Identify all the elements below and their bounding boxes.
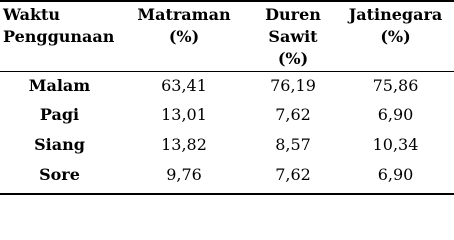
row-label-malam: Malam	[28, 76, 91, 95]
header-duren-line2: Sawit	[268, 27, 318, 46]
cell-pagi-matraman: 13,01	[161, 105, 207, 124]
header-jatinegara-line1: Jatinegara	[348, 5, 443, 24]
header-jatinegara-line2: (%)	[380, 27, 411, 46]
cell-siang-duren-sawit: 8,57	[275, 135, 311, 154]
header-waktu-line2: Penggunaan	[3, 27, 115, 46]
cell-siang-jatinegara: 10,34	[372, 135, 419, 154]
cell-malam-matraman: 63,41	[161, 76, 207, 95]
cell-siang-matraman: 13,82	[161, 135, 207, 154]
cell-malam-jatinegara: 75,86	[372, 76, 419, 95]
header-matraman-line1: Matraman	[137, 5, 231, 24]
row-label-siang: Siang	[34, 135, 85, 154]
table-header-rule	[0, 71, 454, 72]
row-label-sore: Sore	[39, 165, 80, 184]
cell-sore-jatinegara: 6,90	[377, 165, 414, 184]
header-duren-line3: (%)	[277, 49, 309, 68]
cell-malam-duren-sawit: 76,19	[270, 76, 316, 95]
table-bottom-rule	[0, 193, 454, 195]
cell-sore-matraman: 9,76	[166, 165, 202, 184]
header-matraman-line2: (%)	[168, 27, 200, 46]
cell-pagi-jatinegara: 6,90	[377, 105, 414, 124]
cell-sore-duren-sawit: 7,62	[275, 165, 311, 184]
cell-pagi-duren-sawit: 7,62	[275, 105, 311, 124]
table-top-rule	[0, 0, 454, 2]
header-duren-line1: Duren	[265, 5, 321, 24]
header-waktu-line1: Waktu	[3, 5, 61, 24]
row-label-pagi: Pagi	[39, 105, 80, 124]
